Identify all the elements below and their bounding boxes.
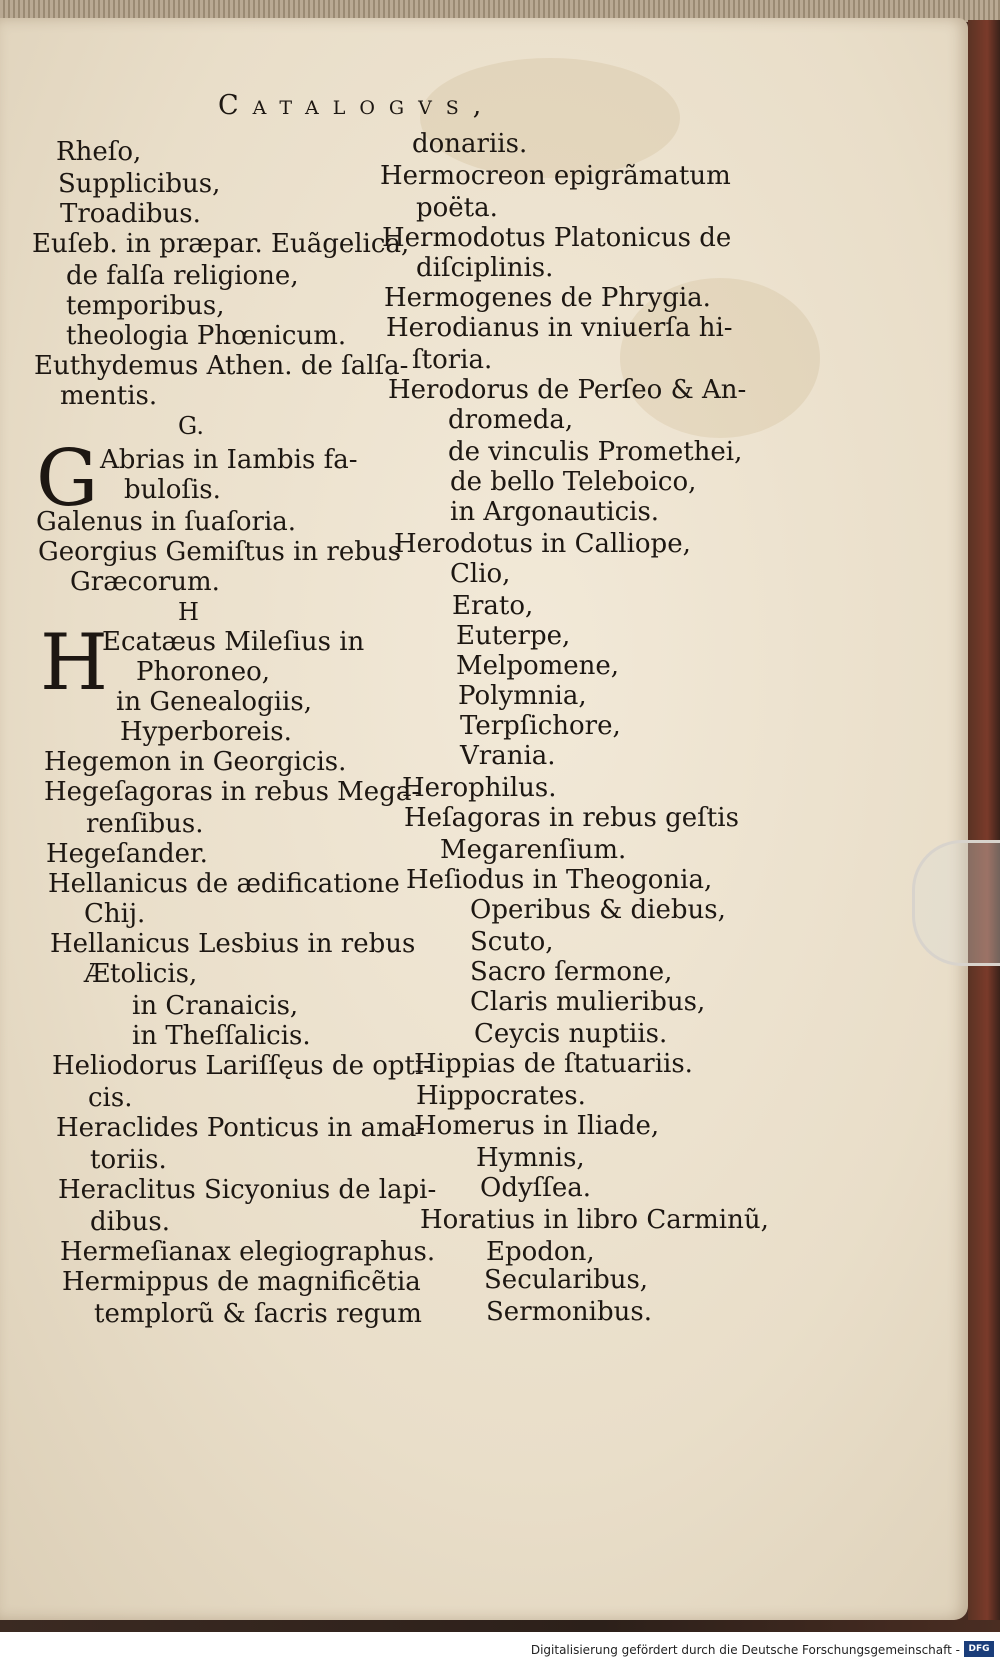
- catalog-entry: Odyſſea.: [480, 1173, 592, 1203]
- catalog-entry: Sacro ſermone,: [470, 957, 673, 987]
- catalog-entry: Megarenſium.: [440, 835, 627, 865]
- catalog-entry: Hellanicus Lesbius in rebus: [50, 929, 416, 959]
- catalog-entry: Hippias de ſtatuariis.: [414, 1049, 693, 1079]
- catalog-entry: Heliodorus Lariſſęus de opti-: [52, 1051, 433, 1081]
- catalog-entry: dromeda,: [448, 405, 574, 435]
- page-clip: [912, 840, 1000, 966]
- footer-credit: Digitalisierung gefördert durch die Deutsche Forschungsgemeinschaft -: [530, 1643, 960, 1657]
- catalog-entry: Herophilus.: [402, 773, 557, 803]
- catalog-entry: Heſagoras in rebus geſtis: [404, 803, 739, 833]
- catalog-entry: Hippocrates.: [416, 1081, 586, 1111]
- catalog-entry: toriis.: [90, 1145, 167, 1175]
- catalog-entry: Herodianus in vniuerſa hi-: [386, 313, 733, 343]
- footer-bar: [0, 1632, 1000, 1670]
- catalog-entry: temporibus,: [66, 291, 225, 321]
- catalog-entry: Euſeb. in præpar. Euãgelica,: [32, 229, 410, 259]
- catalog-entry: Hermogenes de Phrygia.: [384, 283, 711, 313]
- catalog-entry: Chij.: [84, 899, 146, 929]
- catalog-entry: Vrania.: [460, 741, 556, 771]
- catalog-entry: Hermocreon epigrãmatum: [380, 161, 731, 191]
- catalog-entry: Clio,: [450, 559, 511, 589]
- catalog-entry: buloſis.: [124, 475, 221, 505]
- catalog-entry: Polymnia,: [458, 681, 587, 711]
- catalog-entry: Sermonibus.: [486, 1297, 652, 1327]
- catalog-entry: cis.: [88, 1083, 133, 1113]
- catalog-entry: Claris mulieribus,: [470, 987, 706, 1017]
- catalog-entry: renſibus.: [86, 809, 204, 839]
- catalog-entry: templorũ & ſacris regum: [94, 1299, 422, 1329]
- catalog-entry: Hermeſianax elegiographus.: [60, 1237, 436, 1267]
- catalog-entry: Græcorum.: [70, 567, 220, 597]
- catalog-entry: poëta.: [416, 193, 498, 223]
- dfg-logo: DFG: [964, 1641, 994, 1657]
- catalog-entry: theologia Phœnicum.: [66, 321, 347, 351]
- catalog-entry: Rheſo,: [56, 137, 142, 167]
- catalog-entry: Hymnis,: [476, 1143, 585, 1173]
- catalog-entry: Euthydemus Athen. de ſalſa-: [34, 351, 409, 381]
- catalog-entry: Hyperboreis.: [120, 717, 292, 747]
- catalog-entry: in Cranaicis,: [132, 991, 299, 1021]
- catalog-entry: Galenus in ſuaſoria.: [36, 507, 297, 537]
- catalog-entry: ſtoria.: [412, 345, 493, 375]
- catalog-entry: Melpomene,: [456, 651, 620, 681]
- catalog-entry: Georgius Gemiſtus in rebus: [38, 537, 401, 567]
- catalog-entry: Hegemon in Georgicis.: [44, 747, 347, 777]
- catalog-entry: Hermodotus Platonicus de: [382, 223, 732, 253]
- catalog-entry: in Genealogiis,: [116, 687, 312, 717]
- section-letter: H: [178, 598, 199, 626]
- book-cover-edge: [968, 20, 1000, 1620]
- catalog-entry: Horatius in libro Carminũ,: [420, 1205, 769, 1235]
- running-title: Catalogvs,: [218, 90, 496, 121]
- catalog-entry: Herodotus in Calliope,: [394, 529, 691, 559]
- catalog-entry: mentis.: [60, 381, 158, 411]
- catalog-entry: Operibus & diebus,: [470, 895, 726, 925]
- catalog-entry: Terpſichore,: [460, 711, 621, 741]
- catalog-entry: Heſiodus in Theogonia,: [406, 865, 713, 895]
- catalog-entry: Ceycis nuptiis.: [474, 1019, 668, 1049]
- catalog-entry: Euterpe,: [456, 621, 571, 651]
- catalog-entry: Troadibus.: [60, 199, 201, 229]
- catalog-entry: Erato,: [452, 591, 534, 621]
- catalog-entry: Hellanicus de ædificatione: [48, 869, 400, 899]
- catalog-entry: in Argonauticis.: [450, 497, 660, 527]
- catalog-entry: Epodon,: [486, 1237, 595, 1267]
- catalog-entry: Secularibus,: [484, 1265, 649, 1295]
- drop-cap: G: [36, 434, 99, 524]
- catalog-entry: Heraclitus Sicyonius de lapi-: [58, 1175, 437, 1205]
- catalog-entry: dibus.: [90, 1207, 170, 1237]
- catalog-entry: Homerus in Iliade,: [414, 1111, 660, 1141]
- catalog-entry: Abrias in Iambis fa-: [100, 445, 358, 475]
- drop-cap: H: [40, 618, 109, 708]
- catalog-entry: Hegeſander.: [46, 839, 208, 869]
- catalog-entry: Supplicibus,: [58, 169, 221, 199]
- catalog-entry: de falſa religione,: [66, 261, 299, 291]
- catalog-entry: Hermippus de magnificẽtia: [62, 1267, 421, 1297]
- catalog-entry: Heraclides Ponticus in ama-: [56, 1113, 426, 1143]
- catalog-entry: de vinculis Promethei,: [448, 437, 743, 467]
- catalog-entry: diſciplinis.: [416, 253, 554, 283]
- catalog-entry: de bello Teleboico,: [450, 467, 697, 497]
- catalog-entry: Phoroneo,: [136, 657, 271, 687]
- section-letter: G.: [178, 412, 204, 440]
- catalog-entry: in Theſſalicis.: [132, 1021, 311, 1051]
- catalog-entry: Herodorus de Perſeo & An-: [388, 375, 747, 405]
- catalog-entry: Scuto,: [470, 927, 554, 957]
- catalog-entry: Ætolicis,: [84, 959, 198, 989]
- catalog-entry: Hegeſagoras in rebus Mega-: [44, 777, 421, 807]
- catalog-entry: Ecatæus Mileſius in: [102, 627, 365, 657]
- catalog-entry: donariis.: [412, 129, 528, 159]
